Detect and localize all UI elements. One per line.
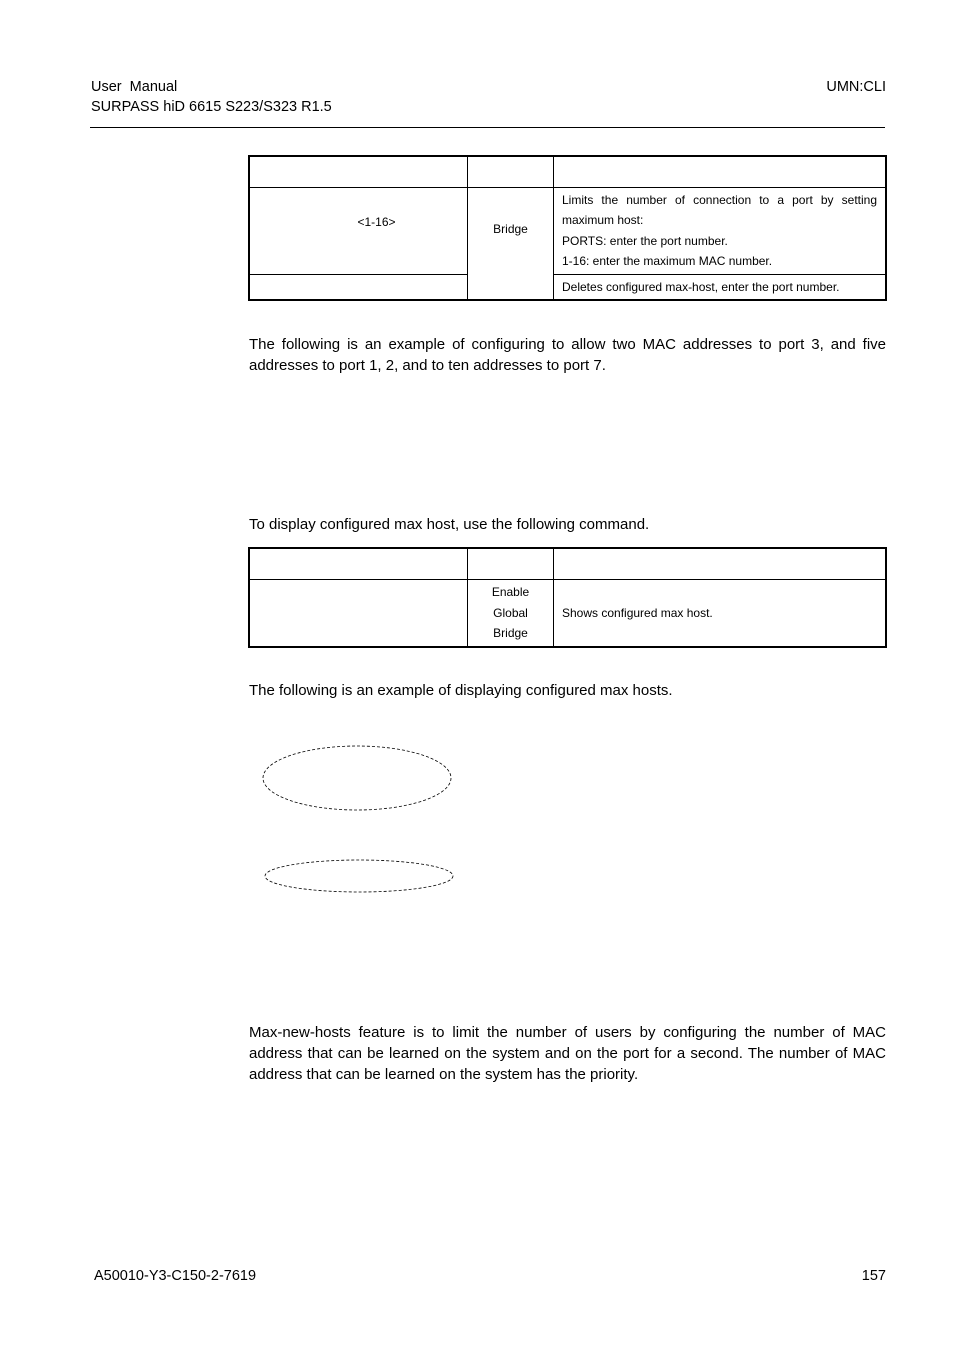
- description-line: 1-16: enter the maximum MAC number.: [562, 254, 773, 268]
- header-divider: [90, 127, 885, 128]
- show-max-host-command-table: [248, 547, 887, 648]
- table-cell-description: [554, 187, 887, 274]
- mode-text: Global: [493, 605, 528, 620]
- mode-text: Bridge: [493, 626, 528, 640]
- table-header-command: [249, 156, 468, 187]
- max-host-command-table: [248, 155, 887, 301]
- table-row: [249, 187, 886, 274]
- example-config-paragraph: The following is an example of configuring to allow two MAC addresses to port 3, and five addresses to port 1, 2, and to ten addresses to port 7.: [249, 336, 886, 374]
- table-header-description: [554, 548, 887, 579]
- table-cell-description: [554, 579, 887, 647]
- table-header-command: [249, 548, 468, 579]
- max-new-hosts-paragraph: Max-new-hosts feature is to limit the number of users by configuring the number of MAC address that can be learned on the system and on the port for a second. The number of MAC address that can be learned on the system has the priority.: [249, 1024, 886, 1083]
- table-row: [249, 274, 886, 300]
- description-line: PORTS: enter the port number.: [562, 233, 728, 248]
- footer-doc-id: A50010-Y3-C150-2-7619: [94, 1268, 257, 1284]
- description-text: Shows configured max host.: [562, 605, 713, 620]
- table-header-row: [249, 548, 886, 579]
- table-cell-command: [249, 274, 468, 300]
- table-cell-command: [249, 187, 468, 274]
- description-text: Deletes configured max-host, enter the port number.: [562, 279, 840, 294]
- command-range-text: <1-16>: [357, 214, 396, 229]
- header-manual-label: User Manual: [91, 79, 178, 95]
- table-header-description: [554, 156, 887, 187]
- table-row: [249, 579, 886, 647]
- mode-text: Bridge: [493, 222, 528, 237]
- description-line: maximum host:: [562, 213, 644, 227]
- header-product-label: SURPASS hiD 6615 S223/S323 R1.5: [91, 99, 332, 115]
- mode-text: Enable: [491, 585, 530, 599]
- table-cell-command: [249, 579, 468, 647]
- table-header-mode: [468, 548, 554, 579]
- example-display-paragraph: The following is an example of displaying configured max hosts.: [249, 682, 673, 699]
- table-cell-description: [554, 274, 887, 300]
- description-line: Limits the number of connection to a port by setting: [562, 192, 877, 207]
- header-title: [91, 77, 332, 117]
- table-cell-mode: [468, 187, 554, 300]
- footer-page-number: 157: [861, 1268, 886, 1284]
- display-intro-paragraph: To display configured max host, use the following command.: [249, 516, 650, 533]
- table-header-mode: [468, 156, 554, 187]
- header-section-label: UMN:CLI: [826, 79, 886, 95]
- dashed-ellipse-large: [263, 746, 451, 810]
- description-lines: [554, 190, 885, 272]
- mode-lines: [468, 582, 553, 644]
- table-header-row: [249, 156, 886, 187]
- dashed-ellipse-small: [265, 860, 453, 892]
- table-cell-mode: [468, 579, 554, 647]
- dashed-callouts: [258, 740, 460, 900]
